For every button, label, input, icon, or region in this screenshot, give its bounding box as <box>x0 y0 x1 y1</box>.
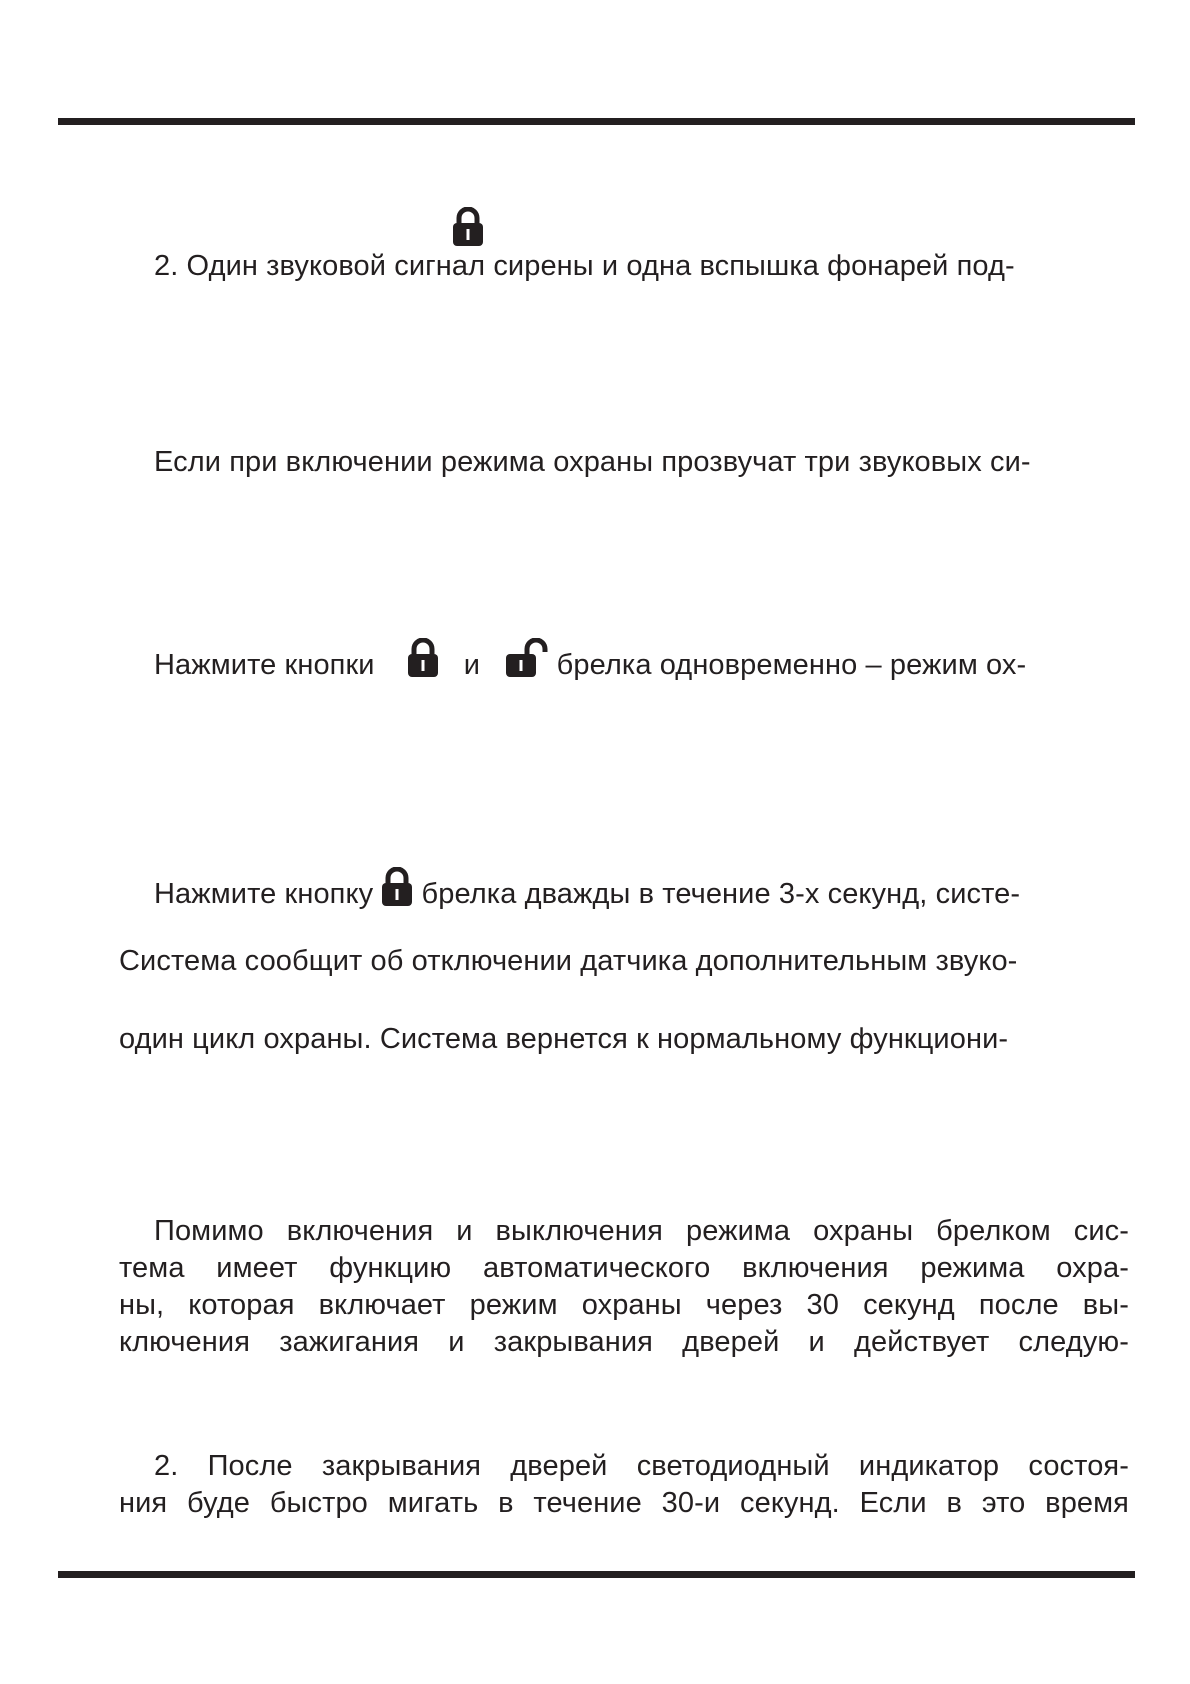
paragraph-line: ключения зажигания и закрывания дверей и действует следую- <box>119 1326 1129 1358</box>
text-fragment: Нажмите кнопку <box>154 878 374 910</box>
text-fragment: и <box>463 649 481 681</box>
text-line: 2. Один звуковой сигнал сирены и одна вспышка фонарей под- <box>154 250 1015 282</box>
text-fragment: брелка дважды в течение 3-х секунд, систе- <box>421 878 1021 910</box>
text-fragment: Нажмите кнопки <box>154 649 375 681</box>
top-rule <box>58 118 1135 125</box>
text-line-with-icons <box>119 638 1129 684</box>
paragraph-line: ны, которая включает режим охраны через 30 секунд после вы- <box>119 1289 1129 1321</box>
bottom-rule <box>58 1571 1135 1578</box>
text-line: один цикл охраны. Система вернется к нормальному функциони- <box>119 1023 1009 1055</box>
text-line: Система сообщит об отключении датчика дополнительным звуко- <box>119 945 1018 977</box>
paragraph-line: тема имеет функцию автоматического включения режима охра- <box>119 1252 1129 1284</box>
text-line-with-icon <box>119 867 1129 913</box>
paragraph-line: Помимо включения и выключения режима охраны брелком сис- <box>154 1215 1129 1247</box>
paragraph-line: ния буде быстро мигать в течение 30-и секунд. Если в это время <box>119 1487 1129 1519</box>
lock-icon <box>381 867 413 907</box>
paragraph-line: 2. После закрывания дверей светодиодный индикатор состоя- <box>154 1450 1129 1482</box>
lock-icon <box>407 638 439 678</box>
text-fragment: брелка одновременно – режим ох- <box>556 649 1027 681</box>
text-line: Если при включении режима охраны прозвучат три звуковых си- <box>154 446 1031 478</box>
unlock-icon <box>505 638 549 678</box>
lock-icon <box>452 207 484 247</box>
